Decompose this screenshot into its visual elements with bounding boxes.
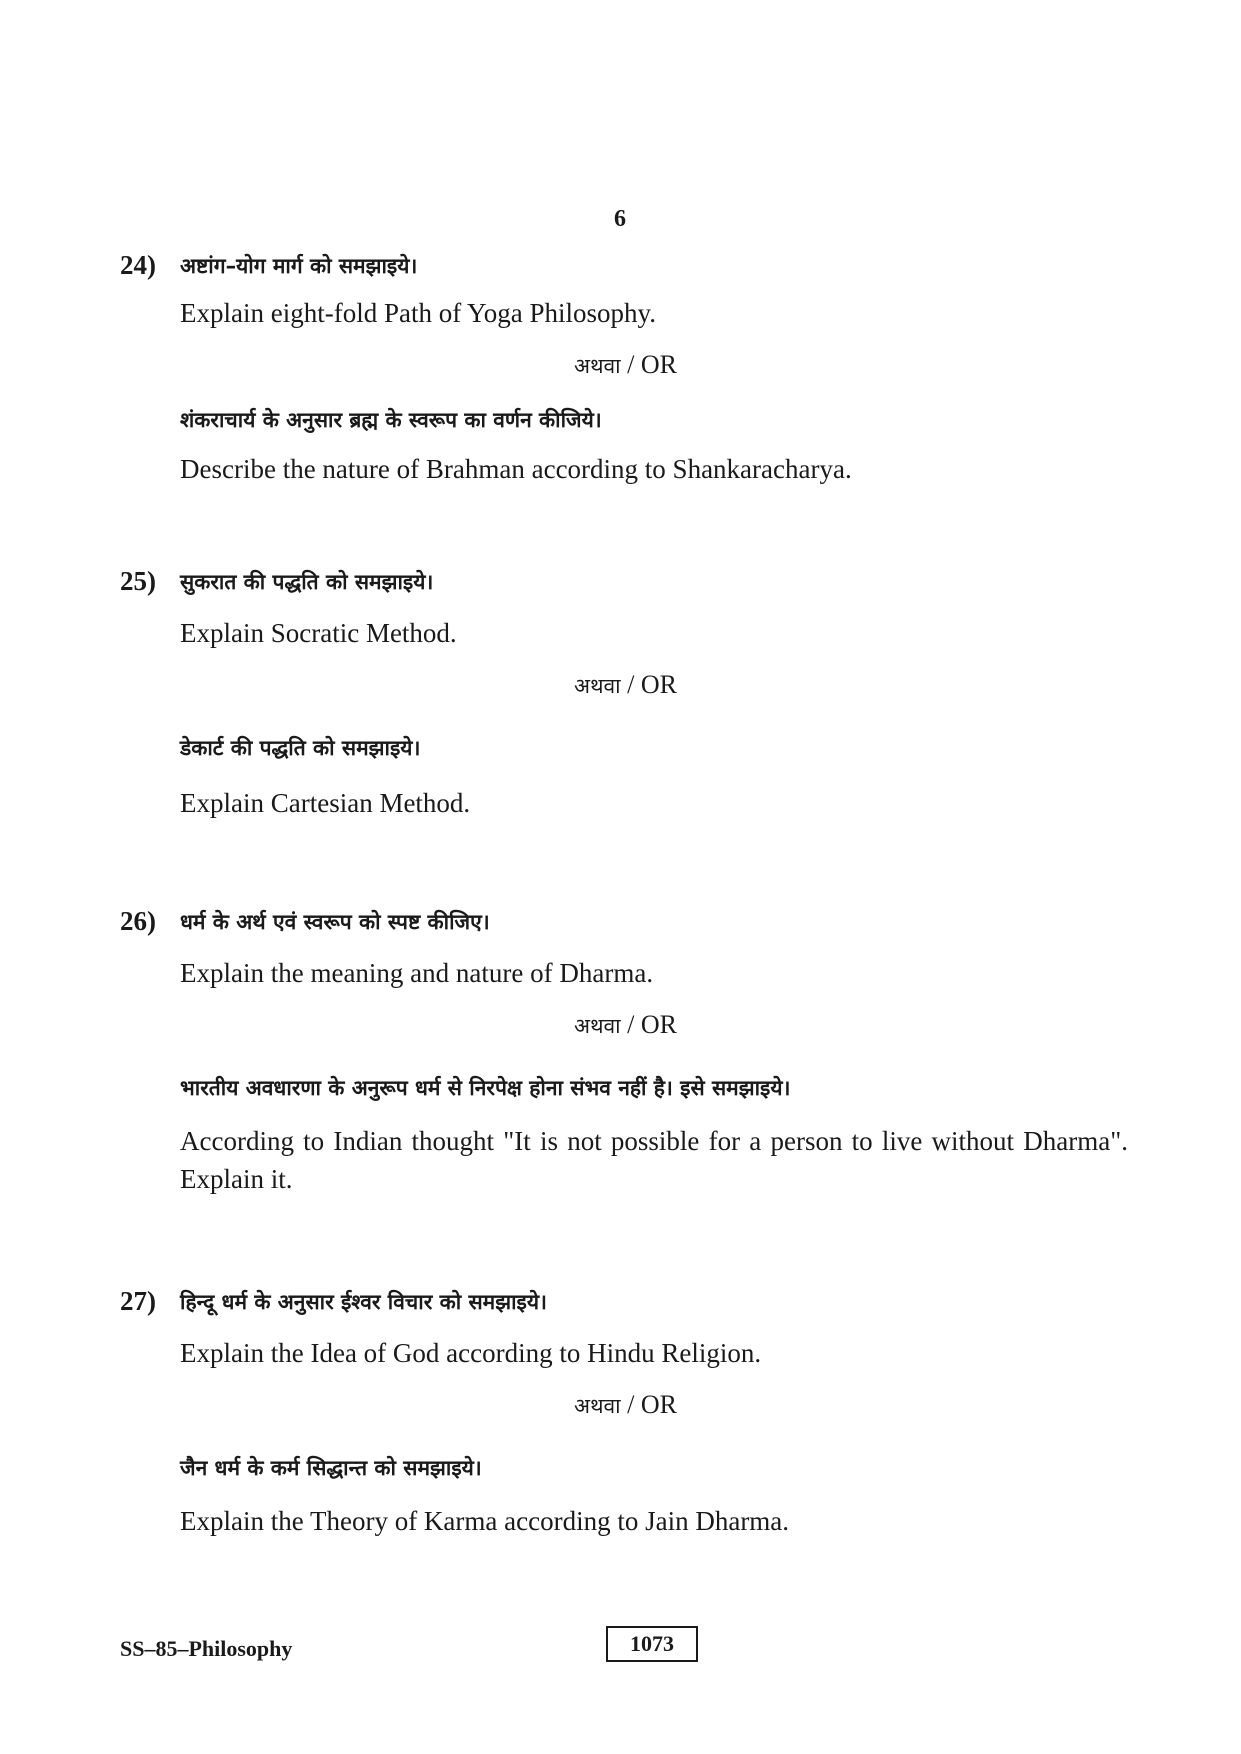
question-hindi: सुकरात की पद्धति को समझाइये। [180,570,434,594]
alternate-hindi: डेकार्ट की पद्धति को समझाइये। [180,736,421,760]
alternate-hindi: शंकराचार्य के अनुसार ब्रह्म के स्वरूप का वर्णन कीजिये। [180,408,602,432]
question-english: Explain the meaning and nature of Dharma. [180,958,654,988]
alternate-hindi: जैन धर्म के कर्म सिद्धान्त को समझाइये। [180,1456,482,1480]
paper-code: SS–85–Philosophy [120,1636,293,1661]
or-separator: अथवा / OR [574,350,677,379]
page-code-box: 1073 [606,1626,698,1662]
question-hindi: अष्टांग–योग मार्ग को समझाइये। [180,254,418,278]
question-number: 24) [120,250,156,280]
alternate-english: Describe the nature of Brahman according to Shankaracharya. [180,454,852,484]
alternate-english: Explain Cartesian Method. [180,788,471,818]
question-english: Explain Socratic Method. [180,618,457,648]
question-number: 25) [120,566,156,596]
question-english: Explain eight-fold Path of Yoga Philosophy. [180,298,656,328]
alternate-english: Explain the Theory of Karma according to Jain Dharma. [180,1506,790,1536]
alternate-hindi: भारतीय अवधारणा के अनुरूप धर्म से निरपेक्ष होना संभव नहीं है। इसे समझाइये। [180,1076,791,1100]
or-separator: अथवा / OR [574,1010,677,1039]
question-english: Explain the Idea of God according to Hindu Religion. [180,1338,762,1368]
page-number: 6 [614,206,626,232]
question-hindi: धर्म के अर्थ एवं स्वरूप को स्पष्ट कीजिए। [180,910,490,934]
or-separator: अथवा / OR [574,670,677,699]
question-hindi: हिन्दू धर्म के अनुसार ईश्वर विचार को समझाइये। [180,1290,547,1314]
or-separator: अथवा / OR [574,1390,677,1419]
question-number: 27) [120,1286,156,1316]
question-number: 26) [120,906,156,936]
alternate-english: According to Indian thought "It is not possible for a person to live without Dharma". Explain it. [180,1126,1128,1194]
